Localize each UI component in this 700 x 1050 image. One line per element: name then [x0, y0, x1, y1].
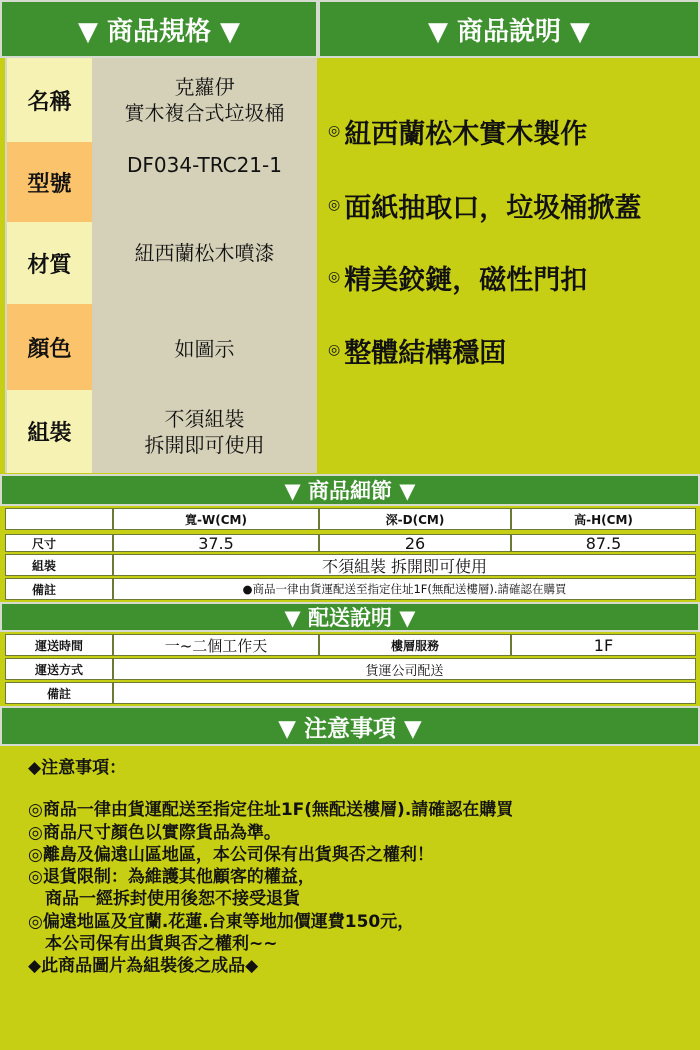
feature-item: ◎ 精美鉸鏈，磁性門扣	[328, 264, 588, 296]
notice-footer: ◆此商品圖片為組裝後之成品◆	[28, 956, 259, 977]
spec-label-assembly: 組裝	[7, 390, 92, 473]
notice-item: ◎退貨限制：為維護其他顧客的權益，	[28, 867, 315, 888]
spec-table	[5, 58, 317, 473]
detail-remark-label: 備註	[5, 578, 113, 600]
notice-list	[28, 757, 698, 978]
detail-remark-value: ●商品一律由貨運配送至指定住址1F(無配送樓層).請確認在購買	[113, 578, 696, 600]
notice-item: ◎商品尺寸顏色以實際貨品為準。	[28, 822, 281, 843]
notice-item: 本公司保有出貨與否之權利~~	[28, 934, 278, 955]
shipping-header: ▼ 配送說明 ▼	[0, 602, 700, 632]
shipping-remark-value	[113, 682, 696, 704]
shipping-remark-label: 備註	[5, 682, 113, 704]
size-width-value: 37.5	[113, 534, 319, 552]
assembly-value: 不須組裝 拆開即可使用	[113, 554, 696, 576]
bullet-icon: ◎	[328, 269, 341, 285]
notice-item: ◎離島及偏遠山區地區，本公司保有出貨與否之權利！	[28, 844, 434, 865]
detail-corner-cell	[5, 508, 113, 530]
spec-value-material: 紐西蘭松木噴漆	[92, 222, 317, 304]
spec-value-model: DF034-TRC21-1	[92, 142, 317, 222]
assembly-label: 組裝	[5, 554, 113, 576]
col-header-width: 寬-W(CM)	[113, 508, 319, 530]
size-height-value: 87.5	[511, 534, 696, 552]
floor-service-value: 1F	[511, 634, 696, 656]
spec-label-color: 顏色	[7, 304, 92, 390]
shipping-time-label: 運送時間	[5, 634, 113, 656]
spec-label-name: 名稱	[7, 58, 92, 142]
notice-header: ▼ 注意事項 ▼	[0, 706, 700, 746]
spec-label-model: 型號	[7, 142, 92, 222]
shipping-method-label: 運送方式	[5, 658, 113, 680]
spec-value-name: 克蘿伊 實木複合式垃圾桶	[92, 58, 317, 142]
feature-item: ◎ 面紙抽取口，垃圾桶掀蓋	[328, 192, 642, 224]
spec-header: ▼ 商品規格 ▼	[0, 0, 318, 58]
bullet-icon: ◎	[328, 123, 341, 139]
shipping-method-value: 貨運公司配送	[113, 658, 696, 680]
col-header-depth: 深-D(CM)	[319, 508, 511, 530]
bullet-icon: ◎	[328, 342, 341, 358]
spec-label-material: 材質	[7, 222, 92, 304]
size-depth-value: 26	[319, 534, 511, 552]
notice-item: ◎偏遠地區及宜蘭.花蓮.台東等地加價運費150元，	[28, 911, 415, 932]
desc-header: ▼ 商品說明 ▼	[318, 0, 700, 58]
feature-item: ◎ 紐西蘭松木實木製作	[328, 118, 588, 150]
shipping-time-value: 一~二個工作天	[113, 634, 319, 656]
spec-value-assembly: 不須組裝 拆開即可使用	[92, 390, 317, 473]
floor-service-label: 樓層服務	[319, 634, 511, 656]
notice-item: 商品一經拆封使用後恕不接受退貨	[28, 889, 300, 910]
notice-title: ◆注意事項：	[28, 758, 127, 778]
size-label: 尺寸	[5, 534, 113, 552]
spec-value-color: 如圖示	[92, 304, 317, 390]
detail-header: ▼ 商品細節 ▼	[0, 474, 700, 506]
bullet-icon: ◎	[328, 197, 341, 213]
col-header-height: 高-H(CM)	[511, 508, 696, 530]
feature-item: ◎ 整體結構穩固	[328, 337, 507, 369]
notice-spacer	[28, 779, 698, 799]
notice-item: ◎商品一律由貨運配送至指定住址1F(無配送樓層).請確認在購買	[28, 800, 514, 821]
